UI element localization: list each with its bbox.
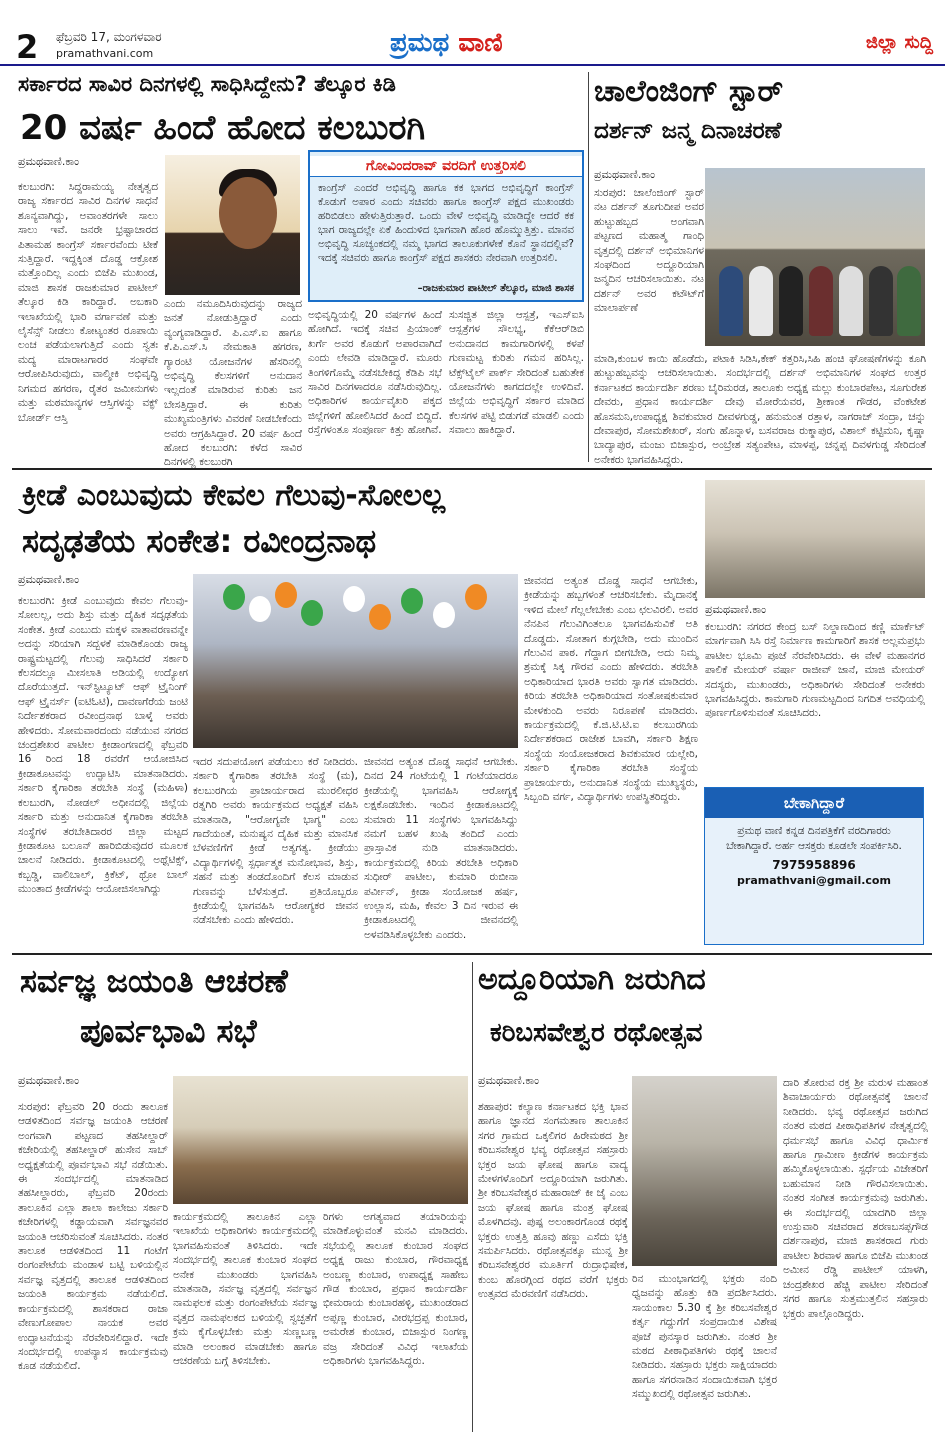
story3-column-4: ಜೀವನದ ಅತ್ಯಂತ ದೊಡ್ಡ ಸಾಧನೆ ಆಗಬೇಕು, ಕ್ರೀಡೆಯನ್ನು ಹಬ್ಬಗಳಂತೆ ಆಚರಿಸಬೇಕು. ಮೈದಾನಕ್ಕೆ ಇಳಿದ ಮೇಲೆ ಗೆಲ್ಲಲೇಬೇಕು ಎಂಬ ಛಲವಿರಲಿ. ಅವರ ನೆನಪಿನ ಗೆಲುವಿಗಿಂತಲೂ ಭಾಗವಹಿಸುವಿಕೆ ಅತಿ ದೊಡ್ಡದು. ಸೋತಾಗ ಕುಗ್ಗಬೇಡಿ, ಅದು ಮುಂದಿನ ಗೆಲುವಿನ ಪಾಠ. ಗೆದ್ದಾಗ ಬೀಗಬೇಡಿ, ಅದು ನಿಮ್ಮ ಶ್ರಮಕ್ಕೆ ಸಿಕ್ಕ ಗೌರವ ಎಂದು ಹೇಳಿದರು. ತರಬೇತಿ ಅಧಿಕಾರಿಯಾದ ಭಾರತಿ ಅವರು ಸ್ವಾಗತ ಮಾಡಿದರು. ಕಿರಿಯ ತರಬೇತಿ ಅಧಿಕಾರಿಯಾದ ಸಂತೋಷಕುಮಾರ ಮೇಳಕುಂದಿ ಅವರು ನಿರೂಪಣೆ ಮಾಡಿದರು. ಕಾರ್ಯಕ್ರಮದಲ್ಲಿ ಕೆ.ಜಿ.ಟಿ.ಟಿ.ಐ ಕಲಬುರಗಿಯ ನಿರ್ದೇಶಕರಾದ ರಾಜೇಶ ಬಾವಗಿ, ಸರ್ಕಾರಿ ಶಿಕ್ಷಣ ಸಂಸ್ಥೆಯ ಸಂಯೋಜಕರಾದ ಶಿವಕುಮಾರ ಯಲ್ಲೇರಿ, ಸರ್ಕಾರಿ ಕೈಗಾರಿಕಾ ತರಬೇತಿ ಸಂಸ್ಥೆಯ ಪ್ರಾಚಾರ್ಯರು, ಅನುದಾನಿತ ಸಂಸ್ಥೆಯ ಮುಖ್ಯಸ್ಥರು, ಸಿಬ್ಬಂದಿ ವರ್ಗ, ವಿದ್ಯಾರ್ಥಿಗಳು ಉಪಸ್ಥಿತರಿದ್ದರು. [524, 575, 698, 804]
story2-headline-line2: ದರ್ಶನ್ ಜನ್ಮ ದಿನಾಚರಣೆ [594, 118, 782, 144]
story2-column-1: ಸುರಪುರ: ಚಾಲೆಂಜಿಂಗ್ ಸ್ಟಾರ್ ನಟ ದರ್ಶನ್ ತೂಗುದೀಪ ಅವರ ಹುಟ್ಟುಹಬ್ಬದ ಅಂಗವಾಗಿ ಪಟ್ಟಣದ ಮಹಾತ್ಮ ಗಾಂಧಿ ವೃತ್ತದಲ್ಲಿ ದರ್ಶನ್ ಅಭಿಮಾನಿಗಳ ಸಂಘದಿಂದ ಅದ್ದೂರಿಯಾಗಿ ಜನ್ಮದಿನ ಆಚರಿಸಲಾಯಿತು. ನಟ ದರ್ಶನ್ ಅವರ ಕಟೌಟ್‌ಗೆ ಮಾಲಾರ್ಪಣೆ [594, 187, 704, 315]
story1-headline: 20 ವರ್ಷ ಹಿಂದೆ ಹೋದ ಕಲಬುರಗಿ [20, 108, 426, 148]
story5-column-2: ಕಾರ್ಯಕ್ರಮದಲ್ಲಿ ತಾಲೂಕಿನ ಎಲ್ಲಾ ಇಲಾಖೆಯ ಅಧಿಕಾರಿಗಳು ಕಾರ್ಯಕ್ರಮದಲ್ಲಿ ಭಾಗವಹಿಸುವಂತೆ ತಿಳಿಸಿದರು. ಇದೇ ಸಂದರ್ಭದಲ್ಲಿ ತಾಲೂಕ ಕುಂಬಾರ ಸಂಘದ ಅನೇಕ ಮುಖಂಡರು ಭಾಗವಹಿಸಿ ಮಾತನಾಡಿ, ಸರ್ವಜ್ಞ ವೃತ್ತದಲ್ಲಿ ಸರ್ವಜ್ಞನ ನಾಮಫಲಕ ಮತ್ತು ರಂಗಂಪೇಟೆಯ ಸರ್ವಜ್ಞ ವೃತ್ತದ ನಾಮಫಲಕದ ಬಳಿಯಲ್ಲಿ ಸ್ವಚ್ಛತೆಗೆ ಕ್ರಮ ಕೈಗೊಳ್ಳಬೇಕು ಮತ್ತು ಸುಣ್ಣಬಣ್ಣ ಮಾಡಿ ಅಲಂಕಾರ ಮಾಡಬೇಕು ಹಾಗೂ ಆಚರಣೆಯ ಬಗ್ಗೆ ತಿಳಿಸಬೇಕು. [173, 1211, 317, 1368]
story4-inauguration-photo [705, 480, 925, 598]
section-label: ಜಿಲ್ಲಾ ಸುದ್ದಿ [865, 32, 933, 53]
masthead [0, 0, 945, 66]
portrait-face [219, 177, 277, 249]
section-divider [12, 468, 932, 470]
story1-column-2: ಎಂದು ನಮೂದಿಸಿರುವುದನ್ನು ರಾಜ್ಯದ ಜನತೆ ನೋಡುತ್ತಿದ್ದಾರೆ ಎಂದು ವ್ಯಂಗ್ಯವಾಡಿದ್ದಾರೆ. ಪಿ.ಎಸ್.ಐ ಹಾಗೂ ಕೆ.ಪಿ.ಎಸ್.ಸಿ ನೇಮಕಾತಿ ಹಗರಣ, ಗ್ಯಾರಂಟಿ ಯೋಜನೆಗಳ ಹೆಸರಿನಲ್ಲಿ ಅಭಿವೃದ್ಧಿ ಕೆಲಸಗಳಿಗೆ ಅನುದಾನ ಇಲ್ಲದಂತೆ ಮಾಡಿರುವ ಕುರಿತು ಜನ ಬೇಸತ್ತಿದ್ದಾರೆ. ಈ ಕುರಿತು ಮುಖ್ಯಮಂತ್ರಿಗಳು ವಿವರಣೆ ನೀಡಬೇಕೆಂದು ಅವರು ಆಗ್ರಹಿಸಿದ್ದಾರೆ. 20 ವರ್ಷ ಹಿಂದೆ ಹೋದ ಕಲಬುರಗಿ: ಕಳೆದ ಸಾವಿರ ದಿನಗಳಲ್ಲಿ ಕಲಬುರಗಿ [164, 298, 302, 469]
classified-body [705, 818, 923, 894]
issue-date: ಫೆಬ್ರವರಿ 17, ಮಂಗಳವಾರ [56, 30, 162, 44]
story1-portrait-photo [165, 155, 300, 295]
story1-column-3: ಅಭಿವೃದ್ಧಿಯಲ್ಲಿ 20 ವರ್ಷಗಳ ಹಿಂದೆ ಹೋಗಿದೆ. ಇದಕ್ಕೆ ಸಚಿವ ಪ್ರಿಯಾಂಕ್ ಖರ್ಗೆ ಅವರ ಕೊಡುಗೆ ಅಪಾರವಾಗಿದೆ ಎಂದು ಲೇವಡಿ ಮಾಡಿದ್ದಾರೆ. ಮೂರು ತಿಂಗಳಿಗೊಮ್ಮೆ ನಡೆಸಬೇಕಿದ್ದ ಕೆಡಿಪಿ ಸಭೆ ಸಾವಿರ ದಿನಗಳಾದರೂ ನಡೆಸಿರುವುದಿಲ್ಲ. ಅಧಿಕಾರಿಗಳ ಕಾರ್ಯವೈಖರಿ ಪಕ್ಕದ ಜಿಲ್ಲೆಗಳಿಗೆ ಹೋಲಿಸಿದರೆ ಹಿಂದೆ ಬಿದ್ದಿದೆ. ರಸ್ತೆಗಳಂತೂ ಸಂಪೂರ್ಣ ಕಿತ್ತು ಹೋಗಿವೆ. [308, 309, 442, 437]
story3-balloon-release-photo [193, 574, 518, 748]
story1-column-1: ಕಲಬುರಗಿ: ಸಿದ್ದರಾಮಯ್ಯ ನೇತೃತ್ವದ ರಾಜ್ಯ ಸರ್ಕಾರದ ಸಾವಿರ ದಿನಗಳ ಸಾಧನೆ ಶೂನ್ಯವಾಗಿದ್ದು, ಅವಾಂತರಗಳೇ ಸಾಲು ಸಾಲು ಇವೆ. ಜನರೇ ಭ್ರಷ್ಟಾಚಾರದ ಪಿತಾಮಹ ಕಾಂಗ್ರೆಸ್ ಸರ್ಕಾರವೆಂದು ಟೀಕೆ ಸುತ್ತಿದ್ದಾರೆ. ಇದ್ದಕ್ಕಿಂತ ದೊಡ್ಡ ಆಕ್ರೋಶ ಮತ್ತೊಂದಿಲ್ಲ ಎಂದು ಬಿಜೆಪಿ ಮುಖಂಡ, ಮಾಜಿ ಶಾಸಕ ರಾಜಕುಮಾರ ಪಾಟೀಲ್ ತೆಲ್ಕೂರ ಕಿಡಿ ಕಾರಿದ್ದಾರೆ. ಅಬಕಾರಿ ಇಲಾಖೆಯಲ್ಲಿ ಭಾರಿ ವರ್ಗಾವಣೆ ಮತ್ತು ಲೈಸೆನ್ಸ್ ನೀಡಲು ಕೋಟ್ಯಂತರ ರೂಪಾಯಿ ಲಂಚ ಪಡೆಯಲಾಗುತ್ತಿದೆ ಎಂದು ಸ್ವತಃ ಮದ್ಯ ಮಾರಾಟಗಾರರ ಸಂಘವೇ ಆರೋಪಿಸಿರುವುದು, ವಾಲ್ಮೀಕಿ ಅಭಿವೃದ್ಧಿ ನಿಗಮದ ಹಗರಣ, ರೈತರ ಜಮೀನುಗಳು ಮತ್ತು ಮಠಮಾನ್ಯಗಳ ಆಸ್ತಿಗಳನ್ನು ವಕ್ಫ್ ಬೋರ್ಡ್ ಆಸ್ತಿ [18, 181, 158, 424]
classified-email[interactable]: pramathvani@gmail.com [737, 874, 891, 887]
classified-heading: ಬೇಕಾಗಿದ್ದಾರೆ [705, 788, 923, 818]
column-rule [472, 962, 473, 1432]
person-figure [719, 266, 743, 336]
balloon [433, 602, 455, 628]
person-figure [779, 266, 803, 336]
story4-byline: ಪ್ರಮಥವಾಣಿ.ಕಾಂ [705, 603, 767, 616]
person-figure [749, 266, 773, 336]
classified-phone[interactable]: 7975958896 [772, 858, 856, 872]
story1-kicker: ಸರ್ಕಾರದ ಸಾವಿರ ದಿನಗಳಲ್ಲಿ ಸಾಧಿಸಿದ್ದೇನು? ತೆಲ್ಕೂರ ಕಿಡಿ [18, 72, 396, 96]
quote-title: ಗೋವಿಂದರಾವ್ ವರದಿಗೆ ಉತ್ತರಿಸಲಿ [310, 156, 582, 177]
story5-column-3: ರಿಗಳು ಅಗತ್ಯವಾದ ತಯಾರಿಯನ್ನು ಮಾಡಿಕೊಳ್ಳುವಂತೆ ಮನವಿ ಮಾಡಿದರು. ಸಭೆಯಲ್ಲಿ ತಾಲೂಕ ಕುಂಬಾರ ಸಂಘದ ಅಧ್ಯಕ್ಷ ರಾಜು ಕುಂಬಾರ, ಗೌರವಾಧ್ಯಕ್ಷ ಅಂಬಣ್ಣ ಕುಂಬಾರ, ಉಪಾಧ್ಯಕ್ಷ ಸಾಹೇಬ ಗೌಡ ಕುಂಬಾರ, ಪ್ರಧಾನ ಕಾರ್ಯದರ್ಶಿ ಭೀಮರಾಯ ಕುಂಬಾರಹಳ್ಳಿ, ಮುಖಂಡರಾದ ಅಪ್ಪಣ್ಣ ಕುಂಬಾರ, ವೀರಭದ್ರಪ್ಪ ಕುಂಬಾರ, ಅಮರೇಶ ಕುಂಬಾರ, ಬಿಜಾಸ್ಪುರ ನಿಂಗಣ್ಣ ವಜ್ರ ಸೇರಿದಂತೆ ವಿವಿಧ ಇಲಾಖೆಯ ಅಧಿಕಾರಿಗಳು ಭಾಗವಹಿಸಿದ್ದರು. [323, 1211, 468, 1368]
classified-text: ಪ್ರಮಥ ವಾಣಿ ಕನ್ನಡ ದಿನಪತ್ರಿಕೆಗೆ ವರದಿಗಾರರು ಬೇಕಾಗಿದ್ದಾರೆ. ಅರ್ಹ ಆಸಕ್ತರು ಕೂಡಲೇ ಸಂಪರ್ಕಿಸಿರಿ. [726, 825, 902, 852]
column-rule [588, 72, 589, 462]
story4-body: ಕಲಬುರಗಿ: ನಗರದ ಕೇಂದ್ರ ಬಸ್ ನಿಲ್ದಾಣದಿಂದ ಕಣ್ಣಿ ಮಾರ್ಕೆಟ್ ಮಾರ್ಗವಾಗಿ ಸಿಸಿ ರಸ್ತೆ ನಿರ್ಮಾಣ ಕಾಮಗಾರಿಗೆ ಶಾಸಕ ಅಲ್ಲಮಪ್ರಭು ಪಾಟೀಲ ಭೂಮಿ ಪೂಜೆ ನೆರವೇರಿಸಿದರು. ಈ ವೇಳೆ ಮಹಾನಗರ ಪಾಲಿಕೆ ಮೇಯರ್ ವರ್ಷಾ ರಾಜೀವ್ ಜಾನೆ, ಮಾಜಿ ಮೇಯರ್ ಸದಸ್ಯರು, ಮುಖಂಡರು, ಅಧಿಕಾರಿಗಳು ಸೇರಿದಂತೆ ಅನೇಕರು ಭಾಗವಹಿಸಿದ್ದರು. ಕಾಮಗಾರಿ ಗುಣಮಟ್ಟದಿಂದ ನಿಗದಿತ ಅವಧಿಯಲ್ಲಿ ಪೂರ್ಣಗೊಳಿಸುವಂತೆ ಸೂಚಿಸಿದರು. [705, 621, 925, 720]
story2-celebration-photo [705, 168, 925, 346]
classified-ad [704, 787, 924, 945]
person-figure [897, 266, 921, 336]
balloon [401, 588, 423, 614]
story6-column-3: ದಾರಿ ತೋರುವ ರಕ್ತ ಶ್ರೀ ಮರುಳ ಮಹಾಂತ ಶಿವಾಚಾರ್ಯರು ರಥೋತ್ಸವಕ್ಕೆ ಚಾಲನೆ ನೀಡಿದರು. ಭವ್ಯ ರಥೋತ್ಸವ ಜರುಗಿದ ನಂತರ ಮಠದ ಪೀಠಾಧಿಪತಿಗಳ ನೇತೃತ್ವದಲ್ಲಿ ಧರ್ಮಸಭೆ ಹಾಗೂ ವಿವಿಧ ಧಾರ್ಮಿಕ ಹಾಗೂ ಗ್ರಾಮೀಣ ಕ್ರೀಡೆಗಳ ಕಾರ್ಯಕ್ರಮ ಹಮ್ಮಿಕೊಳ್ಳಲಾಯಿತು. ಸ್ಪರ್ಧೆಯ ವಿಜೇತರಿಗೆ ಬಹುಮಾನ ನೀಡಿ ಗೌರವಿಸಲಾಯಿತು. ನಂತರ ಸಂಗೀತ ಕಾರ್ಯಕ್ರಮವು ಜರುಗಿತು. ಈ ಸಂದರ್ಭದಲ್ಲಿ ಯಾದಗಿರಿ ಜಿಲ್ಲಾ ಉಸ್ತುವಾರಿ ಸಚಿವರಾದ ಶರಣಬಸಪ್ಪಗೌಡ ದರ್ಶನಾಪುರ, ಮಾಜಿ ಶಾಸಕರಾದ ಗುರು ಪಾಟೀಲ ಶಿರವಾಳ ಹಾಗೂ ಬಿಜೆಪಿ ಮುಖಂಡ ಅಮೀನ ರೆಡ್ಡಿ ಪಾಟೀಲ್ ಯಾಳಗಿ, ಚಂದ್ರಶೇಖರ ಹೆಚ್ಚಿ ಪಾಟೀಲ ಸೇರಿದಂತೆ ಸಗರ ಹಾಗೂ ಸುತ್ತಮುತ್ತಲಿನ ಸಹಸ್ರಾರು ಭಕ್ತರು ಪಾಲ್ಗೊಂಡಿದ್ದರು. [783, 1077, 928, 1320]
person-figure [839, 266, 863, 336]
story2-byline: ಪ್ರಮಥವಾಣಿ.ಕಾಂ [594, 168, 656, 181]
story1-column-4: ಸುಸಜ್ಜಿತ ಜಿಲ್ಲಾ ಆಸ್ಪತ್ರೆ, ಇಎಸ್ಐಸಿ ಆಸ್ಪತ್ರೆಗಳ ಸೌಲಭ್ಯ, ಕೆಕೆಆರ್‌ಡಿಬಿ ಅನುದಾನದ ಕಾಮಗಾರಿಗಳಲ್ಲಿ ಕಳಪೆ ಗುಣಮಟ್ಟ ಕುರಿತು ಗಮನ ಹರಿಸಿಲ್ಲ. ಟೆಕ್ಸ್‌ಟೈಲ್ ಪಾರ್ಕ್ ಸೇರಿದಂತೆ ಬಹುತೇಕ ಯೋಜನೆಗಳು ಕಾಗದದಲ್ಲೇ ಉಳಿದಿವೆ. ಜಿಲ್ಲೆಯ ಅಭಿವೃದ್ಧಿಗೆ ಸರ್ಕಾರ ಮಾಡಿದ ಕೆಲಸಗಳ ಪಟ್ಟಿ ಬಿಡುಗಡೆ ಮಾಡಲಿ ಎಂದು ಸವಾಲು ಹಾಕಿದ್ದಾರೆ. [449, 309, 584, 437]
balloon [343, 586, 365, 612]
story3-column-3: ಜೀವನದ ಅತ್ಯಂತ ದೊಡ್ಡ ಸಾಧನೆ ಆಗಬೇಕು. ದಿನದ 24 ಗಂಟೆಯಲ್ಲಿ 1 ಗಂಟೆಯಾದರೂ ಕ್ರೀಡೆಯಲ್ಲಿ ಭಾಗವಹಿಸಿ ಆರೋಗ್ಯಕ್ಕೆ ಲಕ್ಷಕೊಡಬೇಕು. ಇಂದಿನ ಕ್ರೀಡಾಕೂಟದಲ್ಲಿ ಸುಮಾರು 11 ಸಂಸ್ಥೆಗಳು ಭಾಗವಹಿಸಿದ್ದು ನಮಗೆ ಬಹಳ ಖುಷಿ ತಂದಿದೆ ಎಂದು ಪ್ರಾಸ್ತಾವಿಕ ನುಡಿ ಮಾತನಾಡಿದರು. ಕಾರ್ಯಕ್ರಮದಲ್ಲಿ ಕಿರಿಯ ತರಬೇತಿ ಅಧಿಕಾರಿ ಸುಧೀರ್ ಪಾಟೀಲ, ಕುಮಾರಿ ರುಬೀನಾ ಪರ್ವೀನ್, ಕ್ರೀಡಾ ಸಂಯೋಜಕ ಹರ್ಷ, ಉಲ್ಲಾಸ, ಮಹಿ, ಕೇವಲ 3 ದಿನ ಇರುವ ಈ ಕ್ರೀಡಾಕೂಟದಲ್ಲಿ ಜೀವನದಲ್ಲಿ ಅಳವಡಿಸಿಕೊಳ್ಳಬೇಕು ಎಂದರು. [364, 756, 518, 941]
quote-signature: –ರಾಜಕುಮಾರ ಪಾಟೀಲ್ ತೆಲ್ಕೂರ, ಮಾಜಿ ಶಾಸಕ [417, 283, 574, 294]
story5-column-1: ಸುರಪುರ: ಫೆಬ್ರವರಿ 20 ರಂದು ತಾಲೂಕ ಆಡಳಿತದಿಂದ ಸರ್ವಜ್ಞ ಜಯಂತಿ ಆಚರಣೆ ಅಂಗವಾಗಿ ಪಟ್ಟಣದ ತಹಸೀಲ್ದಾರ್ ಕಚೇರಿಯಲ್ಲಿ ತಹಸೀಲ್ದಾರ್ ಹುಸೇನ ಸಾಬ್ ಅಧ್ಯಕ್ಷತೆಯಲ್ಲಿ ಪೂರ್ವಭಾವಿ ಸಭೆ ನಡೆಯಿತು. ಈ ಸಂದರ್ಭದಲ್ಲಿ ಮಾತನಾಡಿದ ತಹಸೀಲ್ದಾರರು, ಫೆಬ್ರವರಿ 20ರಂದು ತಾಲೂಕಿನ ಎಲ್ಲಾ ಶಾಲಾ ಕಾಲೇಜು ಸರ್ಕಾರಿ ಕಚೇರಿಗಳಲ್ಲಿ ಕಡ್ಡಾಯವಾಗಿ ಸರ್ವಜ್ಞನವರ ಜಯಂತಿ ಆಚರಿಸುವಂತೆ ಸೂಚಿಸಿದರು. ನಂತರ ತಾಲೂಕ ಆಡಳಿತದಿಂದ 11 ಗಂಟೆಗೆ ರಂಗಂಪೇಟೆಯ ಮಂಡಾಳ ಬಟ್ಟಿ ಬಳಿಯಲ್ಲಿನ ಸರ್ವಜ್ಞ ವೃತ್ತದಲ್ಲಿ ತಾಲೂಕ ಆಡಳಿತದಿಂದ ಜಯಂತಿ ಕಾರ್ಯಕ್ರಮ ನಡೆಯಲಿದೆ. ಕಾರ್ಯಕ್ರಮದಲ್ಲಿ ಶಾಸಕರಾದ ರಾಜಾ ವೇಣುಗೋಪಾಲ ನಾಯಕ ಅವರ ಉದ್ಘಾಟನೆಯನ್ನು ನೆರವೇರಿಸಲಿದ್ದಾರೆ. ಇದೇ ಸಂದರ್ಭದಲ್ಲಿ ಉಪನ್ಯಾಸ ಕಾರ್ಯಕ್ರಮವು ಕೂಡ ನಡೆಯಲಿದೆ. [18, 1101, 168, 1373]
story2-body: ಮಾಡಿ,ಕುಂಬಳ ಕಾಯಿ ಹೊಡೆದು, ಪಟಾಕಿ ಸಿಡಿಸಿ,ಕೇಕ್ ಕತ್ತರಿಸಿ,ಸಿಹಿ ಹಂಚಿ ಘೋಷಣೆಗಳನ್ನು ಕೂಗಿ ಹುಟ್ಟುಹಬ್ಬವನ್ನು ಆಚರಿಸಲಾಯಿತು. ಸಂದರ್ಭದಲ್ಲಿ ದರ್ಶನ್ ಅಭಿಮಾನಿಗಳ ಸಂಘದ ಉತ್ತರ ಕರ್ನಾಟಕದ ಕಾರ್ಯದರ್ಶಿ ಶರಣು ಬೈರಿಮರಡ, ತಾಲೂಕು ಅಧ್ಯಕ್ಷ ಮಲ್ಲು ಕುಂಬಾರಪೇಟ, ಸೂಗುರೇಶ ದೇವರು, ಪ್ರಧಾನ ಕಾರ್ಯದರ್ಶಿ ದೇವು ಮೋರೆಯವರ, ಶ್ರೀಕಾಂತ ಗೌಡರ, ವೆಂಕಟೇಶ ಹೊಸಮನಿ,ಉಪಾಧ್ಯಕ್ಷ ಶಿವಕುಮಾರ ದೀವಳಗುಡ್ಡ, ಹನುಮಂತ ರತ್ತಾಳ, ನಾಗರಾಜ್ ಸಂದ್ರಾ, ಚನ್ನು ದೇವಾಪುರ, ಸೋಮಶೇಖರ್, ಸಂಗು ಹೊನ್ನಾಳ, ಬಸವರಾಜ ರುಕ್ಮಾಪುರ, ವಿಶಾಲ್ ಕಟ್ಟಿಮನಿ, ಕೃಷ್ಣಾ ಬಾದ್ಯಾಪುರ, ಮಂಜು ಬಿಜಾಸ್ಪುರ, ಅಂಬ್ರೇಶ ಸತ್ಯಂಪೇಟ, ಮಾಳಪ್ಪ, ಚನ್ನಪ್ಪ ದಿವಳಗುಡ್ಡ ಸೇರಿದಂತೆ ಅನೇಕರು ಭಾಗವಹಿಸಿದ್ದರು. [594, 353, 926, 466]
story3-headline-line2: ಸದೃಢತೆಯ ಸಂಕೇತ: ರವೀಂದ್ರನಾಥ [22, 522, 377, 560]
story3-column-1: ಕಲಬುರಗಿ: ಕ್ರೀಡೆ ಎಂಬುವುದು ಕೇವಲ ಗೆಲುವು-ಸೋಲಲ್ಲ, ಅದು ಶಿಸ್ತು ಮತ್ತು ದೈಹಿಕ ಸದೃಢತೆಯ ಸಂಕೇತ. ಕ್ರೀಡೆ ಎಂಬುದು ಮಕ್ಕಳ ವಾತಾವರಣವನ್ನೇ ಅದನ್ನು ಸರಿಯಾಗಿ ಸದ್ಬಳಕೆ ಮಾಡಿಕೊಂಡು ರಾಜ್ಯ ರಾಷ್ಟ್ರಮಟ್ಟದಲ್ಲಿ ಗೆಲುವು ಸಾಧಿಸಿದರೆ ಸರ್ಕಾರಿ ಕೆಲಸದಲ್ಲೂ ಮೀಸಲಾತಿ ಅಡಿಯಲ್ಲಿ ಉದ್ಯೋಗ ದೊರೆಯುತ್ತದೆ. ಇನ್‌ಸ್ಟಿಟ್ಯೂಟ್ ಆಫ್ ಟ್ರೈನಿಂಗ್ ಆಫ್ ಟ್ರೈನರ್ಸ್ (ಐಟಿಓಟಿ), ದಾವಣಗೆರೆಯ ಜಂಟಿ ನಿರ್ದೇಶಕರಾದ ರವೀಂದ್ರನಾಥ ಬಾಳ್ಕೆ ಅವರು ಹೇಳಿದರು. ಸೋಮವಾರದಂದು ನಡೆಯುವ ನಗರದ ಚಂದ್ರಶೇಖರ ಪಾಟೀಲ ಕ್ರೀಡಾಂಗಣದಲ್ಲಿ ಫೆಬ್ರವರಿ 16 ರಿಂದ 18 ರವರೆಗೆ ಆಯೋಜಿಸಿದ ಕ್ರೀಡಾಕೂಟವನ್ನು ಉದ್ಘಾಟಿಸಿ ಮಾತನಾಡಿದರು. ಸರ್ಕಾರಿ ಕೈಗಾರಿಕಾ ತರಬೇತಿ ಸಂಸ್ಥೆ (ಮಹಿಳಾ) ಕಲಬುರಗಿ, ನೋಡಲ್ ಅಧೀನದಲ್ಲಿ ಜಿಲ್ಲೆಯ ಸರ್ಕಾರಿ ಮತ್ತು ಅನುದಾನಿತ ಕೈಗಾರಿಕಾ ತರಬೇತಿ ಸಂಸ್ಥೆಗಳ ತರಬೇತಿದಾರರ ಜಿಲ್ಲಾ ಮಟ್ಟದ ಕ್ರೀಡಾಕೂಟ ಬಲೂನ್ ಹಾರಿಬಿಡುವುದರ ಮೂಲಕ ಚಾಲನೆ ನೀಡಿದರು. ಕ್ರೀಡಾಕೂಟದಲ್ಲಿ ಅಥ್ಲೆಟಿಕ್ಸ್, ಕಬ್ಬಡ್ಡಿ, ವಾಲಿಬಾಲ್, ಕ್ರಿಕೆಟ್, ಥ್ರೋ ಬಾಲ್ ಮುಂತಾದ ಕ್ರೀಡೆಗಳನ್ನು ಆಯೋಜಿಸಲಾಗಿದ್ದು [18, 595, 188, 896]
story1-byline: ಪ್ರಮಥವಾಣಿ.ಕಾಂ [18, 155, 80, 168]
person-figure [869, 266, 893, 336]
person-figure [809, 266, 833, 336]
story6-column-2: ರಿನ ಮುಂಭಾಗದಲ್ಲಿ ಭಕ್ತರು ನಂದಿ ಧ್ವಜವನ್ನು ಹೊತ್ತು ಕಿಡಿ ಪ್ರದರ್ಶಿಸಿದರು. ಸಾಯಂಕಾಲ 5.30 ಕ್ಕೆ ಶ್ರೀ ಕರಿಬಸವೇಶ್ವರ ಕರ್ತೃ ಗದ್ದುಗೆಗೆ ಸಂಪ್ರದಾಯಿಕ ವಿಶೇಷ ಪೂಜೆ ಪುನಸ್ಕಾರ ಜರುಗಿತು. ನಂತರ ಶ್ರೀ ಮಠದ ಪೀಠಾಧಿಪತಿಗಳು ರಥಕ್ಕೆ ಚಾಲನೆ ನೀಡಿದರು. ಸಹಸ್ರಾರು ಭಕ್ತರು ಸಾಕ್ಷಿಯಾದರು ಹಾಗೂ ಸಗರನಾಡಿನ ಸಂದಾಯಿಕವಾಗಿ ಭಕ್ತರ ಸಮ್ಮುಖದಲ್ಲಿ ರಥೋತ್ಸವ ಜರುಗಿತು. [632, 1273, 777, 1401]
balloon [275, 582, 297, 608]
story5-byline: ಪ್ರಮಥವಾಣಿ.ಕಾಂ [18, 1074, 80, 1087]
story5-headline-line1: ಸರ್ವಜ್ಞ ಜಯಂತಿ ಆಚರಣೆ [20, 962, 288, 1000]
story5-meeting-photo [173, 1076, 468, 1204]
balloon [249, 596, 271, 622]
story3-headline-line1: ಕ್ರೀಡೆ ಎಂಬುವುದು ಕೇವಲ ಗೆಲುವು-ಸೋಲಲ್ಲ [22, 478, 446, 513]
story6-chariot-photo [632, 1076, 777, 1266]
balloon [465, 584, 487, 610]
story5-headline-line2: ಪೂರ್ವಭಾವಿ ಸಭೆ [80, 1012, 257, 1050]
balloon [369, 604, 391, 630]
brand-part1: ಪ್ರಮಥ [390, 28, 450, 58]
balloon [301, 600, 323, 626]
quote-text: ಕಾಂಗ್ರೆಸ್ ಎಂದರೆ ಅಭಿವೃದ್ಧಿ ಹಾಗೂ ಕಕ ಭಾಗದ ಅಭಿವೃದ್ಧಿಗೆ ಕಾಂಗ್ರೆಸ್ ಕೊಡುಗೆ ಅಪಾರ ಎಂದು ಸಚಿವರು ಹಾಗೂ ಕಾಂಗ್ರೆಸ್ ಪಕ್ಷದ ಮುಖಂಡರು ಹರಿಬಿಡಲು ಹೇಳುತ್ತಿರುತ್ತಾರೆ. ಒಂದು ವೇಳೆ ಅಭಿವೃದ್ಧಿ ಮಾಡಿದ್ದೇ ಆದರೆ ಕಕ ಭಾಗ ರಾಜ್ಯದಲ್ಲೇ ಏಕೆ ಹಿಂದುಳಿದ ಭಾಗವಾಗಿ ಹೊರ ಹೊಮ್ಮುತ್ತಿತ್ತು. ಮಾನವ ಅಭಿವೃದ್ಧಿ ಸೂಚ್ಯಂಕದಲ್ಲಿ ನಮ್ಮ ಭಾಗದ ತಾಲೂಕುಗಳೇಕೆ ಕೊನೆ ಸ್ಥಾನದಲ್ಲಿವೆ? ಇದಕ್ಕೆ ಸಚಿವರು ಹಾಗೂ ಕಾಂಗ್ರೆಸ್ ಪಕ್ಷದ ಶಾಸಕರು ನೇರವಾಗಿ ಉತ್ತರಿಸಲಿ. [318, 182, 574, 264]
page-number: 2 [16, 28, 39, 66]
story3-column-2: ಇದರ ಸದುಪಯೋಗ ಪಡೆಯಲು ಕರೆ ನೀಡಿದರು. ಸರ್ಕಾರಿ ಕೈಗಾರಿಕಾ ತರಬೇತಿ ಸಂಸ್ಥೆ (ಮ), ಕಲಬುರಗಿಯ ಪ್ರಾಚಾರ್ಯರಾದ ಮುರಲೀಧರ ರತ್ನಗಿರಿ ಅವರು ಕಾರ್ಯಕ್ರಮದ ಅಧ್ಯಕ್ಷತೆ ವಹಿಸಿ ಮಾತನಾಡಿ, "ಆರೋಗ್ಯವೇ ಭಾಗ್ಯ" ಎಂಬ ಗಾದೆಯಂತೆ, ಮನುಷ್ಯನ ದೈಹಿಕ ಮತ್ತು ಮಾನಸಿಕ ಬೆಳವಣಿಗೆಗೆ ಕ್ರೀಡೆ ಅತ್ಯಗತ್ಯ. ಕ್ರೀಡೆಯು ವಿದ್ಯಾರ್ಥಿಗಳಲ್ಲಿ ಸ್ಪರ್ಧಾತ್ಮಕ ಮನೋಭಾವ, ಶಿಸ್ತು, ಸಹನೆ ಮತ್ತು ತಂಡದೊಂದಿಗೆ ಕೆಲಸ ಮಾಡುವ ಗುಣವನ್ನು ಬೆಳೆಸುತ್ತದೆ. ಪ್ರತಿಯೊಬ್ಬರೂ ಕ್ರೀಡೆಯಲ್ಲಿ ಭಾಗವಹಿಸಿ ಆರೋಗ್ಯಕರ ಜೀವನ ನಡೆಸಬೇಕು ಎಂದು ಹೇಳಿದರು. [193, 756, 358, 927]
story6-column-1: ಶಹಾಪುರ: ಕಲ್ಯಾಣ ಕರ್ನಾಟಕದ ಭಕ್ತಿ ಭಾವ ಹಾಗೂ ಜ್ಞಾನದ ಸಂಗಮತಾಣ ತಾಲೂಕಿನ ಸಗರ ಗ್ರಾಮದ ಒಕ್ಕಲಿಗರ ಹಿರೇಮಠದ ಶ್ರೀ ಕರಿಬಸವೇಶ್ವರ ಭವ್ಯ ರಥೋತ್ಸವ ಸಹಸ್ರಾರು ಭಕ್ತರ ಜಯ ಘೋಷ ಹಾಗೂ ವಾದ್ಯ ಮೇಳಗಳೊಂದಿಗೆ ಅದ್ದೂರಿಯಾಗಿ ಜರುಗಿತು. ಶ್ರೀ ಕರಿಬಸವೇಶ್ವರ ಮಹಾರಾಜ್ ಕೀ ಜೈ ಎಂಬ ಜಯ ಘೋಷ ಹಾಗೂ ಮಂತ್ರ ಘೋಷ ಮೊಳಗಿದವು. ಪುಷ್ಪ ಅಲಂಕಾರಗೊಂಡ ರಥಕ್ಕೆ ಭಕ್ತರು ಉತ್ತತ್ತಿ ಹೂವು ಹಣ್ಣು ಎಸೆದು ಭಕ್ತಿ ಸಮರ್ಪಿಸಿದರು. ರಥೋತ್ಸವಕ್ಕೂ ಮುನ್ನ ಶ್ರೀ ಕರಿಬಸವೇಶ್ವರರ ಮೂರ್ತಿಗೆ ರುದ್ರಾಭಿಷೇಕ, ಕುಂಬ ಹೊರಗ್ಗಿಂದ ರಥದ ವರೆಗೆ ಭಕ್ತರು ಉತ್ಸವದ ಮೆರವಣಿಗೆ ನಡೆಸಿದರು. [478, 1101, 628, 1301]
story6-headline-line1: ಅದ್ದೂರಿಯಾಗಿ ಜರುಗಿದ [478, 962, 706, 997]
story1-quote-box [308, 150, 584, 302]
story6-headline-line2: ಕರಿಬಸವೇಶ್ವರ ರಥೋತ್ಸವ [490, 1018, 703, 1048]
story2-headline-line1: ಚಾಲೆಂಜಿಂಗ್ ಸ್ಟಾರ್ [594, 74, 784, 109]
story6-byline: ಪ್ರಮಥವಾಣಿ.ಕಾಂ [478, 1074, 540, 1087]
brand-logo [390, 28, 503, 59]
section-divider [12, 953, 932, 955]
brand-part2: ವಾಣಿ [458, 28, 503, 58]
balloon [223, 584, 245, 610]
website-link[interactable]: pramathvani.com [56, 47, 154, 60]
story3-byline: ಪ್ರಮಥವಾಣಿ.ಕಾಂ [18, 573, 80, 586]
